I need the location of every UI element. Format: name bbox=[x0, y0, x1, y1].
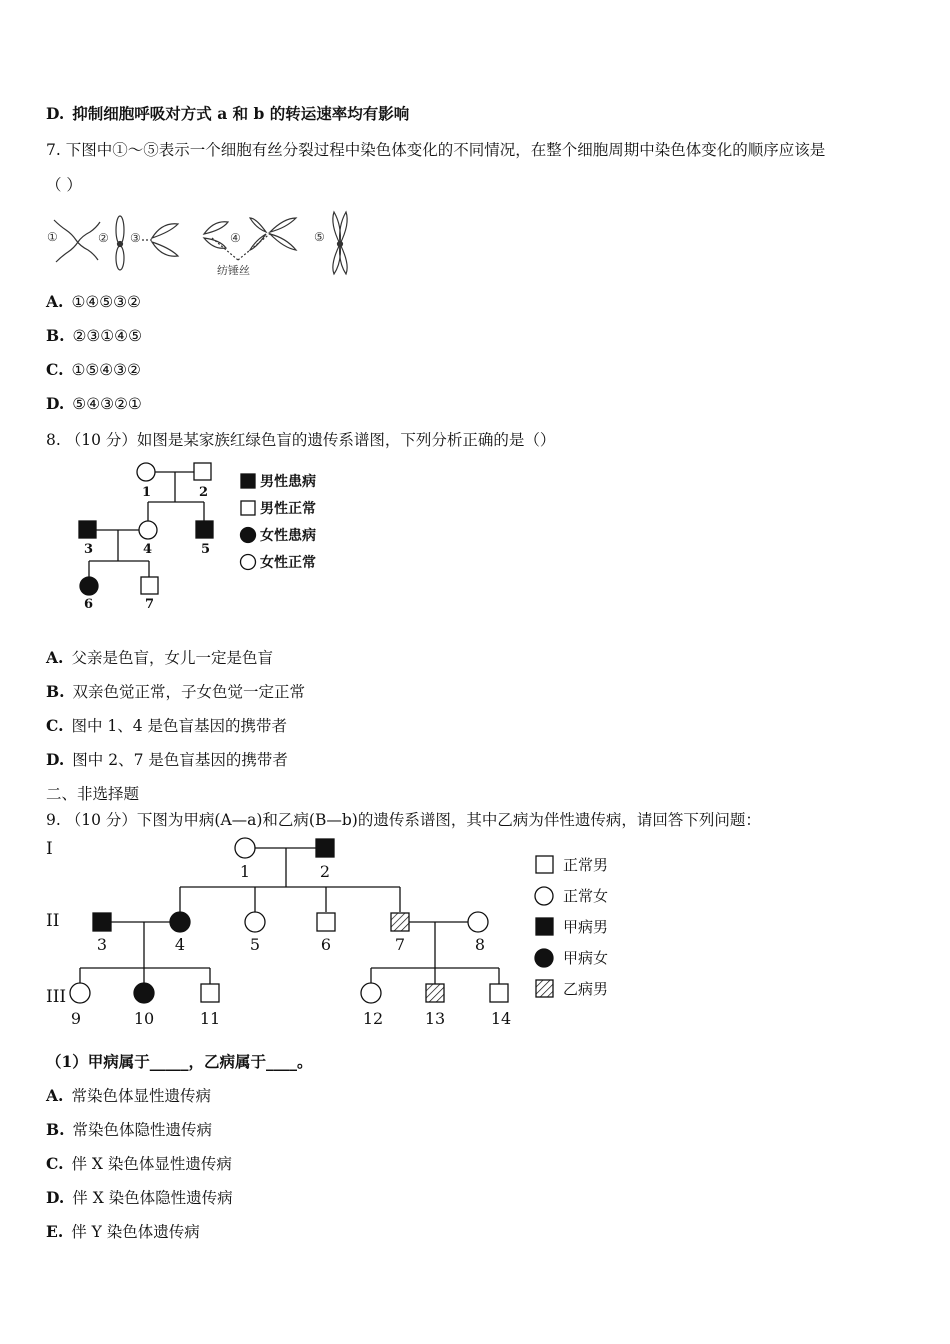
stage-label: ① bbox=[47, 230, 58, 244]
option-text: 双亲色觉正常，子女色觉一定正常 bbox=[72, 683, 306, 701]
id-label: 4 bbox=[143, 542, 153, 557]
question-text: 下图为甲病(A—a)和乙病(B—b)的遗传系谱图，其中乙病为伴性遗传病，请回答下列问题： bbox=[136, 811, 761, 829]
individual-3 bbox=[79, 521, 96, 538]
id-label: 7 bbox=[145, 597, 155, 612]
option-label: C. bbox=[46, 1154, 64, 1173]
q8-option-a[interactable] bbox=[46, 646, 273, 668]
id-label: 3 bbox=[96, 935, 108, 954]
option-text: 抑制细胞呼吸对方式 a 和 b 的转运速率均有影响 bbox=[72, 104, 410, 123]
question-score: （10 分） bbox=[65, 811, 137, 829]
option-text: 伴 X 染色体隐性遗传病 bbox=[72, 1189, 233, 1207]
id-label: 5 bbox=[249, 935, 261, 954]
id-label: 7 bbox=[394, 935, 406, 954]
legend-label: 正常女 bbox=[563, 887, 609, 905]
legend-label: 甲病男 bbox=[563, 918, 609, 936]
q7-option-c[interactable] bbox=[46, 360, 141, 379]
question-text: 如图是某家族红绿色盲的遗传系谱图，下列分析正确的是（） bbox=[136, 431, 556, 449]
q8-stem bbox=[46, 428, 555, 450]
option-label: B. bbox=[46, 1120, 65, 1139]
id-label: 6 bbox=[84, 597, 94, 612]
id-label: 11 bbox=[199, 1009, 221, 1028]
individual-5 bbox=[196, 521, 213, 538]
option-label: E. bbox=[46, 1222, 64, 1241]
individual-2 bbox=[194, 463, 211, 480]
individual-1 bbox=[137, 463, 155, 481]
stage-label: ② bbox=[98, 231, 109, 245]
stage-label: ③ bbox=[130, 231, 141, 245]
option-label: A. bbox=[46, 292, 64, 311]
q7-stem bbox=[46, 138, 825, 160]
option-label: B. bbox=[46, 326, 65, 345]
option-text: 伴 Y 染色体遗传病 bbox=[71, 1223, 200, 1241]
individual-4 bbox=[139, 521, 157, 539]
spindle-label: 纺锤丝 bbox=[217, 264, 250, 277]
question-text: 下图中①～⑤表示一个细胞有丝分裂过程中染色体变化的不同情况，在整个细胞周期中染色体变化的顺序应该是 bbox=[65, 141, 826, 159]
option-label: D. bbox=[46, 750, 65, 769]
q7-paren: （ ） bbox=[46, 176, 82, 194]
id-label: 4 bbox=[174, 935, 186, 954]
legend-label: 女性患病 bbox=[260, 528, 316, 544]
stage-label: ⑤ bbox=[314, 230, 325, 244]
generation-label: II bbox=[46, 911, 60, 931]
question-score: （10 分） bbox=[65, 431, 137, 449]
q9-sub1: （1）甲病属于_____，乙病属于____。 bbox=[46, 1052, 313, 1071]
q9-option-e[interactable] bbox=[46, 1220, 200, 1242]
option-text: 常染色体隐性遗传病 bbox=[72, 1121, 213, 1139]
option-label: D. bbox=[46, 1188, 65, 1207]
q8-pedigree bbox=[70, 456, 340, 616]
q7-option-b[interactable] bbox=[46, 326, 142, 345]
id-label: 1 bbox=[142, 485, 152, 500]
legend-label: 男性正常 bbox=[260, 501, 316, 517]
option-text: 图中 2、7 是色盲基因的携带者 bbox=[72, 751, 288, 769]
section-title: 二、非选择题 bbox=[46, 785, 140, 803]
option-label: A. bbox=[46, 1086, 64, 1105]
legend-label: 甲病女 bbox=[563, 949, 609, 967]
id-label: 12 bbox=[362, 1009, 384, 1028]
stage-label: ④ bbox=[230, 231, 241, 245]
id-label: 13 bbox=[424, 1009, 446, 1028]
option-label: D. bbox=[46, 104, 65, 123]
option-label: B. bbox=[46, 682, 65, 701]
option-text: 常染色体显性遗传病 bbox=[71, 1087, 211, 1105]
option-text: ②③①④⑤ bbox=[72, 327, 142, 345]
option-label: D. bbox=[46, 394, 65, 413]
option-text: 父亲是色盲，女儿一定是色盲 bbox=[71, 649, 273, 667]
q7-option-d[interactable] bbox=[46, 394, 142, 413]
option-text: 图中 1、4 是色盲基因的携带者 bbox=[71, 717, 288, 735]
option-text: ①⑤④③② bbox=[71, 361, 141, 379]
option-label: A. bbox=[46, 648, 64, 667]
id-label: 9 bbox=[70, 1009, 82, 1028]
id-label: 6 bbox=[320, 935, 332, 954]
question-number: 9. bbox=[46, 811, 61, 829]
individual-6 bbox=[80, 577, 98, 595]
id-label: 5 bbox=[201, 542, 211, 557]
q9-option-b[interactable] bbox=[46, 1118, 212, 1140]
option-text: ①④⑤③② bbox=[71, 293, 141, 311]
q9-option-a[interactable] bbox=[46, 1084, 211, 1106]
legend-label: 女性正常 bbox=[260, 555, 316, 571]
legend-label: 正常男 bbox=[563, 856, 609, 874]
id-label: 2 bbox=[199, 485, 209, 500]
q9-option-d[interactable] bbox=[46, 1186, 233, 1208]
q8-option-c[interactable] bbox=[46, 714, 287, 736]
generation-label: I bbox=[46, 839, 53, 859]
generation-label: III bbox=[46, 987, 67, 1007]
id-label: 1 bbox=[239, 862, 251, 881]
id-label: 8 bbox=[474, 935, 486, 954]
q6-option-d[interactable] bbox=[46, 102, 409, 124]
id-label: 2 bbox=[319, 862, 331, 881]
q7-option-a[interactable] bbox=[46, 292, 141, 311]
legend-label: 乙病男 bbox=[563, 980, 609, 998]
q8-option-d[interactable] bbox=[46, 748, 288, 770]
q8-option-b[interactable] bbox=[46, 680, 305, 702]
id-label: 3 bbox=[84, 542, 94, 557]
question-number: 7. bbox=[46, 141, 61, 159]
option-label: C. bbox=[46, 716, 64, 735]
individual-7 bbox=[141, 577, 158, 594]
q9-option-c[interactable] bbox=[46, 1152, 232, 1174]
question-number: 8. bbox=[46, 431, 61, 449]
q9-stem bbox=[46, 808, 761, 830]
id-label: 14 bbox=[490, 1009, 512, 1028]
option-text: ⑤④③②① bbox=[72, 395, 142, 413]
mitosis-figure bbox=[44, 208, 359, 280]
option-text: 伴 X 染色体显性遗传病 bbox=[71, 1155, 232, 1173]
q9-pedigree bbox=[40, 832, 640, 1037]
legend-label: 男性患病 bbox=[260, 474, 316, 490]
option-label: C. bbox=[46, 360, 64, 379]
id-label: 10 bbox=[133, 1009, 155, 1028]
